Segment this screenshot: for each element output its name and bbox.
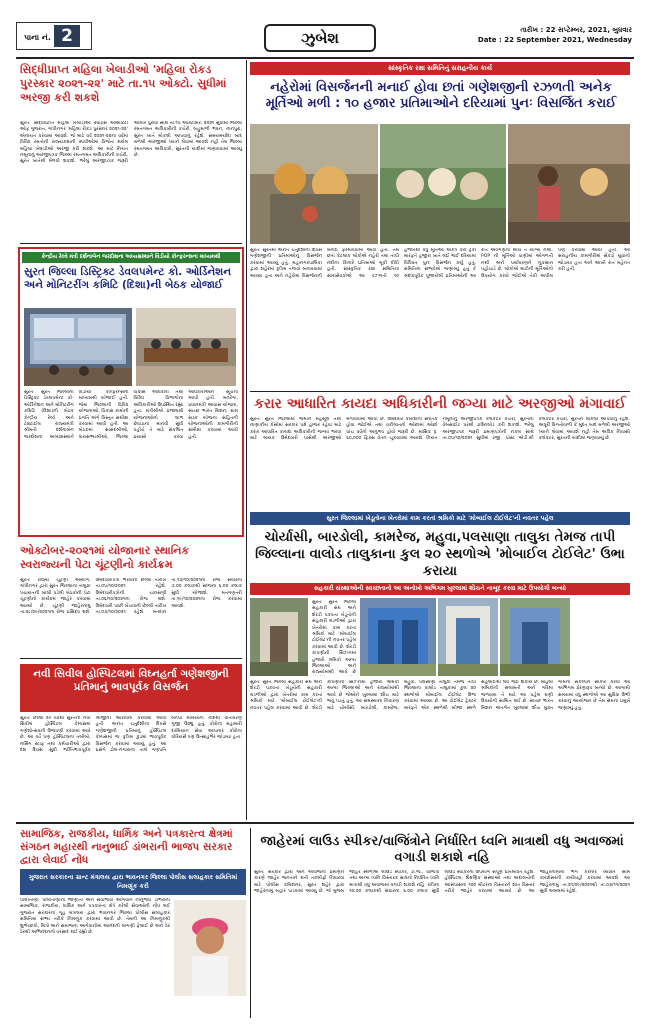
column-divider	[246, 60, 247, 820]
person-icon	[174, 900, 246, 996]
article-headline: સિદ્ધીપ્રાપ્ત મહિલા ખેલાડીઓ 'મહિલા રોકડ પુરસ્કાર ૨૦૨૧-૨૨' માટે તા.૧૫ ઓક્ટો. સુધીમાં અરજી કરી શકશે	[20, 63, 227, 104]
mobile-toilet-icon	[500, 598, 570, 676]
article-body-lead: સુરતઃ સુરત જિલ્લા સહકારી સંઘ અને શેરડી પકવતા ખેડૂતોની સહકારી મંડળીઓ દ્વારા ખેતરોમાં કામ કરતાં શ્રમિકો માટે 'મોબાઈલ ટોઈલેટ'ની નવતર પહેલ કરવામાં આવી છે. શેરડી કાપણીની સિઝનમાં હજારો શ્રમિકો અન્ય જિલ્લાઓ અને રાજ્યોમાંથી આવે છે	[312, 600, 356, 676]
mobile-toilet-icon	[250, 598, 308, 676]
newspaper-logo: ઝુબેશ	[264, 24, 376, 52]
article-body: સુરતઃ સિદ્ધીપ્રાપ્ત મહિલા ખેલાડીઓ સ્પોર્ટ્સ ઓથોરિટી ઓફ ગુજરાત, ગાંધીનગર 'મહિલા રોકડ પુરસ્કાર ૨૦૨૧-૨૨' એનાયત કરવામાં આવશે. જે માટે વર્ષ ૨૦૨૧-૨૨ના વર્ષમાં વિવિધ રમતોની રાજ્યકક્ષાની સ્પર્ધાઓમાં વિજેતા થયેલ મહિલા ખેલાડીઓ અરજી કરી શકશે. આ માટે નિયત નમૂનાનું અરજીપત્રક જિલ્લા રમતગમત અધિકારીની કચેરી, સુરત ખાતેથી મેળવી શકાશે. ભરેલું અરજીપત્રક જરૂરી આધાર પુરાવા સાથે તા.૧૫ ઓક્ટોબર, ૨૦૨૧ સુધીમાં જિલ્લા રમતગમત અધિકારીની કચેરી, બહુમાળી ભવન, નાનપુરા, સુરત ખાતે મોકલી આપવાનું રહેશે. સમયમર્યાદા બાદ મળેલી અરજીઓ ધ્યાને લેવામાં આવશે નહી તેમ જિલ્લા રમતગમત અધિકારી, સુરતની યાદીમાં જણાવવામાં આવ્યું છે.	[20, 121, 242, 165]
mobile-toilet-icon	[360, 598, 436, 676]
meeting-icon	[24, 308, 132, 386]
section-divider	[16, 822, 634, 824]
article-kicker: સુરત જિલ્લામાં ખેડૂતોના ખેતરોમાં કામ કરતાં શ્રમિકો માટે 'મોબાઈલ ટોઈલેટ'ની નવતર પહેલ	[250, 512, 630, 525]
mobile-toilet-icon	[438, 598, 498, 676]
article-headline: સુરત જિલ્લા ડિસ્ટ્રિક્ટ ડેવલપમેન્ટ કો. ઓર્ડિનેશન અને મોનિટરીંગ કમિટિ (દિશા)ની બેઠક યોજાઈ	[24, 266, 232, 292]
article-body: પાલીતાણાઃ પાલીતાણાના જાણીતા અને સેવાભાવી આગેવાન નાનુભાઈ ડાંભરાની સામાજિક, રાજકીય, ધાર્મિક અને પત્રકારત્વ ક્ષેત્રે કરેલી સેવાઓની નોંધ લઈ ગુજરાત સરકારના ગૃહ મંત્રાલય દ્વારા ભાવનગર જિલ્લા પોલીસ સલાહકાર સમિતિમાં સભ્ય તરીકે નિમણૂંક કરવામાં આવી છે. તેમની આ નિમણૂંકથી શુભેચ્છકો, મિત્રો અને સમાજના આગેવાનોમાં આનંદની લાગણી ફેલાઈ છે અને ઠેર ઠેરથી અભિનંદનનો વરસાદ થઈ રહ્યો છે.	[20, 898, 170, 936]
toilet-photo-4	[500, 598, 570, 676]
toilet-photo-2	[360, 598, 436, 676]
article-headline: સામાજિક, રાજકીય, ધાર્મિક અને પત્રકારત્વ ક્ષેત્રમાં સંગઠન મહારથી નાનુભાઈ ડાંભરાની ભાજપ સરકાર દ્વારા લેવાઈ નોંધ	[20, 828, 233, 867]
article-headline: ઓક્ટોબર-૨૦૨૧માં યોજાનાર સ્થાનિક સ્વરાજ્યની પેટા ચૂંટણીનો કાર્યક્રમ	[20, 544, 190, 571]
meeting-table-icon	[136, 308, 236, 386]
article-body: સુરતઃ રાજ્ય ચૂંટણી આયોગ, ગાંધીનગર દ્વારા સુરત જિલ્લાના તાલુકા પંચાયતની ખાલી પડેલી બેઠકોની પેટા ચૂંટણીનો કાર્યક્રમ જાહેર કરવામાં આવ્યો છે. ચૂંટણી જાહેરનામું તા.૨૮/૦૯/૨૦૨૧ના રોજ પ્રસિદ્ધ થશે. ઉમેદવારીપત્રો ભરવાની છેલ્લી તારીખ તા.૦૫/૧૦/૨૦૨૧ રહેશે. ઉમેદવારીપત્રોની ચકાસણી તા.૦૬/૧૦/૨૦૨૧ના રોજ થશે. ઉમેદવારી પાછી ખેંચવાની છેલ્લી તારીખ તા.૦૭/૧૦/૨૦૨૧ રહેશે. મતદાન તા.૧૭/૧૦/૨૦૨૧ના રોજ સવારના ૭.૦૦ કલાકથી સાંજના ૬.૦૦ કલાક સુધી યોજાશે. મતગણતરી તા.૧૯/૧૦/૨૦૨૧ના રોજ કરવામાં આવશે.	[20, 578, 242, 616]
page-label: પાના નં.	[24, 33, 51, 42]
toilet-photo-3	[438, 598, 498, 676]
idol-collection-icon	[380, 124, 506, 244]
article-body: સુરતઃ સુરત જિલ્લા સહકારી સંઘ અને શેરડી પકવતા ખેડૂતોની સહકારી મંડળીઓ દ્વારા ખેતરોમાં કામ કરતાં શ્રમિકો માટે 'મોબાઈલ ટોઈલેટ'ની નવતર પહેલ કરવામાં આવી છે. શેરડી કાપણીની સિઝનમાં હજારો શ્રમિકો અન્ય જિલ્લાઓ અને રાજ્યોમાંથી આવે છે જેઓને ખુલ્લામાં શૌચ માટે જવું પડતું હતું. આ સમસ્યાના નિવારણ માટે ચોર્યાસી, બારડોલી, કામરેજ, મહુવા, પલસાણા તાલુકા તેમજ તાપી જિલ્લાના વાલોડ તાલુકામાં કુલ ૨૦ સ્થળોએ મોબાઈલ ટોઈલેટ ઉભા કરવામાં આવ્યા છે. આ ટોઈલેટ ટ્રેક્ટર મારફતે એક સ્થળેથી બીજા સ્થળે સહેલાઈથી લઈ જઈ શકાય છે. મહિલા શ્રમિકોની સલામતી અને ગરિમા જળવાય તે માટે આ પહેલ ઘણી ઉપયોગી સાબિત થઈ છે. સ્વચ્છ ભારત મિશન અંતર્ગત ખુલ્લામાં શૌચ મુક્ત ગામના સંકલ્પને સાકાર કરવા આ અભિગમ પ્રેરણારૂપ બન્યો છે. આગામી સમયમાં વધુ સ્થળોએ આ સુવિધા ઉભી કરવાનું આયોજન છે તેમ સંઘના પ્રમુખે જણાવ્યું હતું.	[250, 680, 630, 711]
article-body: સુરતઃ સુરત જિલ્લાની ડિસ્ટ્રિક્ટ ડેવલપમેન્ટ કો-ઓર્ડિનેશન અને મોનિટરીંગ કમિટિ (દિશા)ની બેઠક કેન્દ્રીય રેલ્વે અને ટેક્ષટાઈલ રાજ્યમંત્રી શ્રીમતી દર્શનાબેન જરદોશના અધ્યક્ષસ્થાને વિડીયો કોન્ફરન્સના માધ્યમથી યોજાઈ હતી. જેમાં જિલ્લાની વિવિધ યોજનાઓ, વિકાસ કામોની પ્રગતિ અંગે વિસ્તૃત સમીક્ષા કરવામાં આવી હતી. આ બેઠકમાં સાંસદશ્રીઓ, ધારાસભ્યશ્રીઓ, જિલ્લા વિકાસ અધિકારી તથા વિવિધ વિભાગોના અધિકારીઓ ઉપસ્થિત રહ્યા હતા. મંત્રીશ્રીએ પ્રજાલક્ષી યોજનાઓનો લાભ છેવાડાના માનવી સુધી પહોંચે તે માટે સંકલિત પ્રયાસો કરવા અધિકારીઓને સૂચના આપી હતી. મનરેગા, પ્રધાનમંત્રી આવાસ યોજના, સ્વચ્છ ભારત મિશન, ગ્રામ સડક યોજના સહિતની યોજનાઓની કામગીરીની સમીક્ષા કરવામાં આવી હતી.	[24, 390, 238, 440]
toilet-photo-1	[250, 598, 308, 676]
article-subkicker: સહકારી સંસ્થાઓની સ્વચ્છતાનો આ અનોખો અભિગમ ખુલ્લામાં શૌચને નાબૂદ કરવા માટે ઉપયોગી બન્યો	[250, 583, 630, 595]
divider	[250, 391, 630, 392]
idols-photo-3	[508, 124, 630, 244]
article-body: સુરતઃ છેલ્લા ૨૯ વર્ષથી સુરતની નવી સિવીલ હોસ્પિટલ કેમ્પસમાં ગણેશોત્સવની ઉજવણી કરવામાં આવે છે. આ વર્ષે પણ હોસ્પિટલના તબીબો, નર્સિંગ સ્ટાફ તથા કર્મચારીઓ દ્વારા દશ દિવસ સુધી ભક્તિભાવપૂર્વક શ્રીજીની આરાધના કરવામાં આવી હતી. અનંત ચતુર્દશીના દિવસે ગણેશજીની પ્રતિમાનું હોસ્પિટલ કેમ્પસમાં જ કૃત્રિમ કુંડમાં ભાવપૂર્વક વિસર્જન કરવામાં આવ્યું હતું. આ પ્રસંગે ઢોલ-નગારાના તાલે ગણપતિ બાપ્પા મોરિયાના નાદથી વાતાવરણ ગુંજી ઉઠ્યું હતું. કોરોના મહામારી દરમિયાન સેવા આપનાર કોરોના વોરિયર્સ પણ ઉત્સાહભેર જોડાયા હતા.	[20, 716, 242, 754]
idols-photo-2	[380, 124, 506, 244]
article-body: સુરતઃ સરકાર દ્વારા અને અવાજના પ્રમાણને કારણે જાહેર જનતાને થતી તકલીફો નિવારવા માટે પોલીસ કમિશનર, સુરત શહેર દ્વારા જાહેરનામું બહાર પાડવામાં આવ્યું છે. જે મુજબ જાહેર સ્થળોએ લાઉડ સ્પીકર, ડી.જે., વાજિંત્રો તથા અન્ય ધ્વનિ વિસ્તારક સાધનો નિર્ધારિત ધ્વનિ માત્રાથી વધુ અવાજમાં વગાડી શકાશે નહિ. રાત્રિના ૧૦.૦૦ કલાકથી સવારના ૬.૦૦ કલાક સુધી લાઉડ સ્પીકરનો ઉપયોગ સંપૂર્ણ પ્રતિબંધિત રહેશે. હોસ્પિટલ, શૈક્ષણિક સંસ્થાઓ તથા અદાલતોની આસપાસના ૧૦૦ મીટરના વિસ્તારને શાંત વિસ્તાર તરીકે જાહેર કરવામાં આવ્યો છે. આ જાહેરનામાનો ભંગ કરનાર વ્યક્તિ સામે કાયદેસરની કાર્યવાહી કરવામાં આવશે. આ જાહેરનામું તા.૨૧/૦૯/૨૦૨૧થી તા.૦૩/૧૧/૨૦૨૧ સુધી અમલમાં રહેશે.	[254, 870, 630, 895]
date-english: Date : 22 September 2021, Wednesday	[477, 36, 632, 44]
column-divider	[250, 828, 251, 1018]
divider	[20, 658, 242, 659]
date-gujarati: તારીખ : 22 સપ્ટેમ્બર, 2021, બુધવાર	[520, 26, 632, 34]
article-kicker: સાંસ્કૃતિક રક્ષા સમિતિનું સરાહનીય કાર્ય	[250, 62, 630, 75]
volunteers-icon	[508, 124, 630, 244]
portrait-photo	[174, 900, 246, 996]
article-body: સુરતઃ સુરત જિલ્લામાં જમીન મહેસૂલ તથા નાણાકીય કેસોમાં સરકાર પક્ષે હાજર રહેવા માટે કરાર આધારિત કાયદા અધિકારીની જગ્યા ભરવા માટે લાયક ઉમેદવારો પાસેથી અરજીઓ મંગાવવામાં આવી છે. ઉમેદવાર કાયદાના સ્નાતક હોવા જોઈએ તથા વકીલાતનો ઓછામાં ઓછો પાંચ વર્ષનો અનુભવ હોવો જરૂરી છે. માસિક રૂ. ૬૦,૦૦૦ ફિક્સ વેતન ચૂકવવામાં આવશે. નિયત નમૂનાનું અરજીપત્રક કલેકટર કચેરી, સુરતની વેબસાઈટ પરથી ડાઉનલોડ કરી શકાશે. ભરેલું અરજીપત્રક જરૂરી પ્રમાણપત્રોની નકલ સાથે તા.૦૫/૧૦/૨૦૨૧ સુધીમાં રજી. પોસ્ટ એડી.થી કલેકટર કચેરી, સુરતને મોકલી આપવાનું રહેશે. અધૂરી વિગતોવાળી કે મુદત બાદ મળેલી અરજીઓ ધ્યાને લેવામાં આવશે નહી તેમ અધિક નિવાસી કલેકટર, સુરતની યાદીમાં જણાવાયું છે.	[250, 417, 630, 442]
idol-collection-icon	[250, 124, 378, 244]
article-headline: નવી સિવીલ હોસ્પિટલમાં વિઘ્નહર્તા ગણેશજીની પ્રતિમાનું ભાવપૂર્વક વિસર્જન	[20, 664, 242, 712]
article-subhead: ગુજરાત સરકારના ગ્રાન્ટ મંત્રાલય દ્વારા ભાવનગર જિલ્લા પોલીસ સલાહકાર સમિતિમાં નિમણૂંક કરી	[20, 869, 246, 895]
page-number: 2	[54, 25, 80, 47]
idols-photo-1	[250, 124, 378, 244]
header-divider	[16, 57, 634, 59]
article-headline: ચોર્યાસી, બારડોલી, કામરેજ, મહુવા,પલસાણા તાલુકા તેમજ તાપી જિલ્લાના વાલોડ તાલુકાના કુલ ૨૦ સ્થળોએ 'મોબાઈલ ટોઈલેટ' ઉભા કરાયા	[255, 529, 625, 579]
article-headline: કરાર આધારિત કાયદા અધિકારીની જગ્યા માટે અરજીઓ મંગાવાઈ	[254, 396, 626, 412]
article-headline: જાહેરમાં લાઉડ સ્પીકર/વાજિંત્રોને નિર્ધારિત ધ્વનિ માત્રાથી વધુ અવાજમાં વગાડી શકાશે નહિ	[260, 834, 624, 866]
article-headline: નહેરોમાં વિસર્જનની મનાઈ હોવા છતાં ગણેશજીની રઝળતી અનેક મૂર્તિઓ મળી : ૧૦ હજાર પ્રતિમાઓને દરિયામાં પુનઃ વિસર્જિત કરાઈ	[265, 80, 617, 112]
article-body: સુરતઃ સુરતમાં અનંત ચતુર્દશીના દિવસે ગણેશજીની પ્રતિમાઓનું વિસર્જન કરવામાં આવ્યું હતું. મહાનગરપાલિકા દ્વારા શહેરમાં કૃત્રિમ તળાવો બનાવવામાં આવ્યા હતા અને નહેરોમાં વિસર્જનની મનાઈ ફરમાવવામાં આવી હતી. તેમ છતાં કેટલાક લોકોએ નહેરો તથા તાપી નદીના કિનારે પ્રતિમાઓ મૂકી દીધી હતી. સાંસ્કૃતિક રક્ષા સમિતિના સ્વયંસેવકોએ આ રઝળતી ૧૦ હજારથી વધુ મૂર્તિઓ એકત્ર કરી ટ્રકો મારફતે હજીરા ખાતે લઈ જઈ દરિયામાં વિધિવત્ પુનઃ વિસર્જન કર્યું હતું. સમિતિના સભ્યોએ જણાવ્યું હતું કે શ્રદ્ધાપૂર્વક પૂજાયેલી પ્રતિમાઓની આ રીતે અવગણના થાય તે યોગ્ય નથી. POP ની મૂર્તિઓ પાણીમાં ઓગળતી નથી અને પર્યાવરણને નુકસાન પહોંચાડે છે. લોકોએ માટીની મૂર્તિઓનો ઉપયોગ કરવો જોઈએ તેવી અપીલ પણ કરવામાં આવી હતી. આ સરાહનીય કામગીરીમાં સેંકડો યુવાનો જોડાયા હતા અને આખી રાત મહેનત કરી હતી.	[250, 248, 630, 279]
divider	[20, 243, 242, 244]
article-kicker: કેન્દ્રીય રેલ્વે મંત્રી દર્શનાબેન જરદોશના અધ્યક્ષસ્થાને વિડીયો કોન્ફરન્સના માધ્યમથી	[22, 252, 240, 263]
meeting-room-photo	[136, 308, 236, 386]
video-conference-photo	[24, 308, 132, 386]
